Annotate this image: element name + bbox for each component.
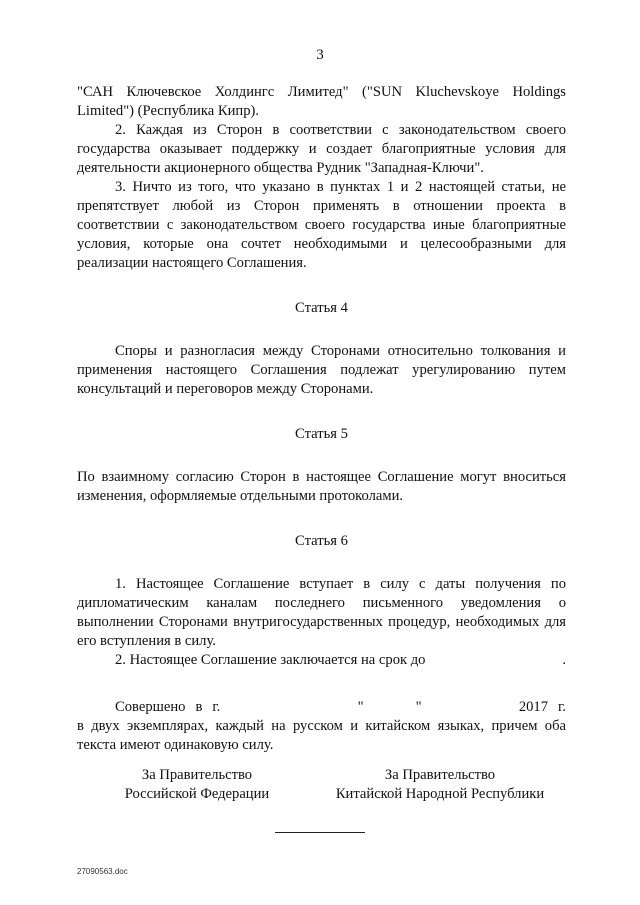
done-at-word: Совершено (115, 699, 186, 715)
paragraph-article3-item3: 3. Ничто из того, что указано в пунктах 1 и 2 настоящей статьи, не препятствует любой из Сторон применять в отношении проекта в соответствии с законодательством своего государства иные благоприятные условия, которые она сочтет необходимыми и целесообразными для реализации настоящего Соглашения. (77, 179, 566, 271)
document-id: 27090563.doc (77, 867, 128, 876)
heading-article-5: Статья 5 (295, 426, 348, 442)
done-in-word: в (195, 699, 203, 715)
done-at-line (77, 698, 566, 717)
page-number: 3 (316, 47, 324, 63)
paragraph-copies: в двух экземплярах, каждый на русском и китайском языках, причем оба текста имеют одинаковую силу. (77, 718, 566, 753)
quote-open: " (357, 699, 364, 715)
closing-rule (275, 832, 365, 833)
year: 2017 (518, 699, 548, 715)
done-city-abbrev: г. (212, 699, 221, 715)
signature-russia-line2: Российской Федерации (124, 786, 270, 802)
paragraph-article6-item2 (77, 651, 566, 670)
term-text: 2. Настоящее Соглашение заключается на срок до (115, 652, 426, 668)
document-body (77, 83, 566, 755)
paragraph-continuation: "САН Ключевское Холдингс Лимитед" ("SUN Kluchevskoye Holdings Limited") (Республика Кипр). (77, 84, 566, 119)
paragraph-article4: Споры и разногласия между Сторонами относительно толкования и применения настоящего Соглашения подлежат урегулированию путем консультаций и переговоров между Сторонами. (77, 343, 566, 397)
signature-russia (105, 766, 289, 804)
paragraph-article3-item2: 2. Каждая из Сторон в соответствии с законодательством своего государства оказывает поддержку и создает благоприятные условия для деятельности акционерного общества Рудник "Западная-Ключи". (77, 122, 566, 176)
paragraph-article6-item1: 1. Настоящее Соглашение вступает в силу с даты получения по дипломатическим каналам последнего письменного уведомления о выполнении Сторонами внутригосударственных процедур, необходимых для его вступления в силу. (77, 576, 566, 649)
signature-china-line2: Китайской Народной Республики (335, 786, 545, 802)
term-end: . (562, 652, 566, 668)
heading-article-6: Статья 6 (295, 533, 348, 549)
paragraph-article5: По взаимному согласию Сторон в настоящее Соглашение могут вноситься изменения, оформляемые отдельными протоколами. (77, 469, 566, 504)
quote-close: " (415, 699, 422, 715)
signature-china-line1: За Правительство (384, 767, 496, 783)
signature-china (325, 766, 555, 804)
signature-russia-line1: За Правительство (141, 767, 253, 783)
year-suffix: г. (558, 699, 566, 715)
heading-article-4: Статья 4 (295, 300, 348, 316)
